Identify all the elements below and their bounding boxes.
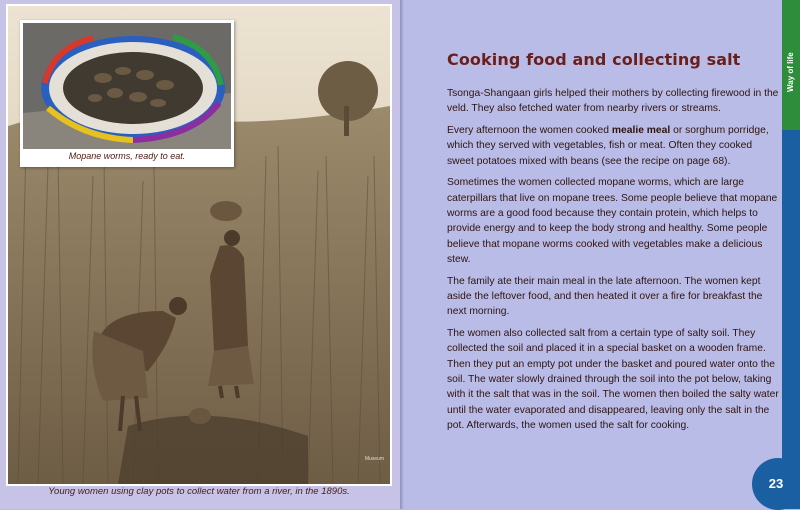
paragraph-3: Sometimes the women collected mopane worms, which are large caterpillars that live on mopane trees. Some people believe that mopane worms are a good food because they contain protein, which helps to provide energy and to keep the body strong and healthy. Some people believe that mopane worms cooked with vegetables make a delicious stew. <box>447 177 778 265</box>
page-title: Cooking food and collecting salt <box>447 50 741 69</box>
page-number: 23 <box>768 476 784 491</box>
paragraph-5: The women also collected salt from a certain type of salty soil. They collected the soil and placed it in a special basket on a wooden frame. Then they put an empty pot under the basket and poured water onto the soil. The water slowly drained through the soil into the pot below, taking with it the salt that was in the soil. The women then boiled the salty water until the water evaporated and disappeared, leaving only the salt in the pot. Afterwards, the women used the salt for cooking. <box>447 328 779 431</box>
mopane-worms-inset <box>20 20 234 167</box>
inset-caption: Mopane worms, ready to eat. <box>68 151 186 161</box>
section-tab-text: Way of life <box>786 52 795 92</box>
photo-credit: Museum <box>364 456 384 462</box>
main-photo-caption: Young women using clay pots to collect water from a river, in the 1890s. <box>48 486 350 497</box>
glossary-term-mealie-meal: mealie meal <box>611 125 671 137</box>
paragraph-1: Tsonga-Shangaan girls helped their mothers by collecting firewood in the veld. They also fetched water from nearby rivers or streams. <box>447 88 779 115</box>
paragraph-2-end: or sorghum porridge, which they served with vegetables, fish or meat. Often they cooked sweet potatoes mixed with beans (see the recipe on page 68). <box>447 125 769 167</box>
paragraph-2-start: Every afternoon the women cooked <box>447 125 612 137</box>
right-page <box>404 0 800 509</box>
section-tab-label <box>783 36 799 96</box>
body-text <box>447 86 781 440</box>
page-edge-band <box>782 130 800 509</box>
paragraph-2 <box>447 123 781 169</box>
paragraph-4: The family ate their main meal in the late afternoon. The women kept aside the leftover food, and then heated it over a fire for breakfast the next morning. <box>447 275 763 318</box>
mopane-worms-photo <box>23 23 231 149</box>
